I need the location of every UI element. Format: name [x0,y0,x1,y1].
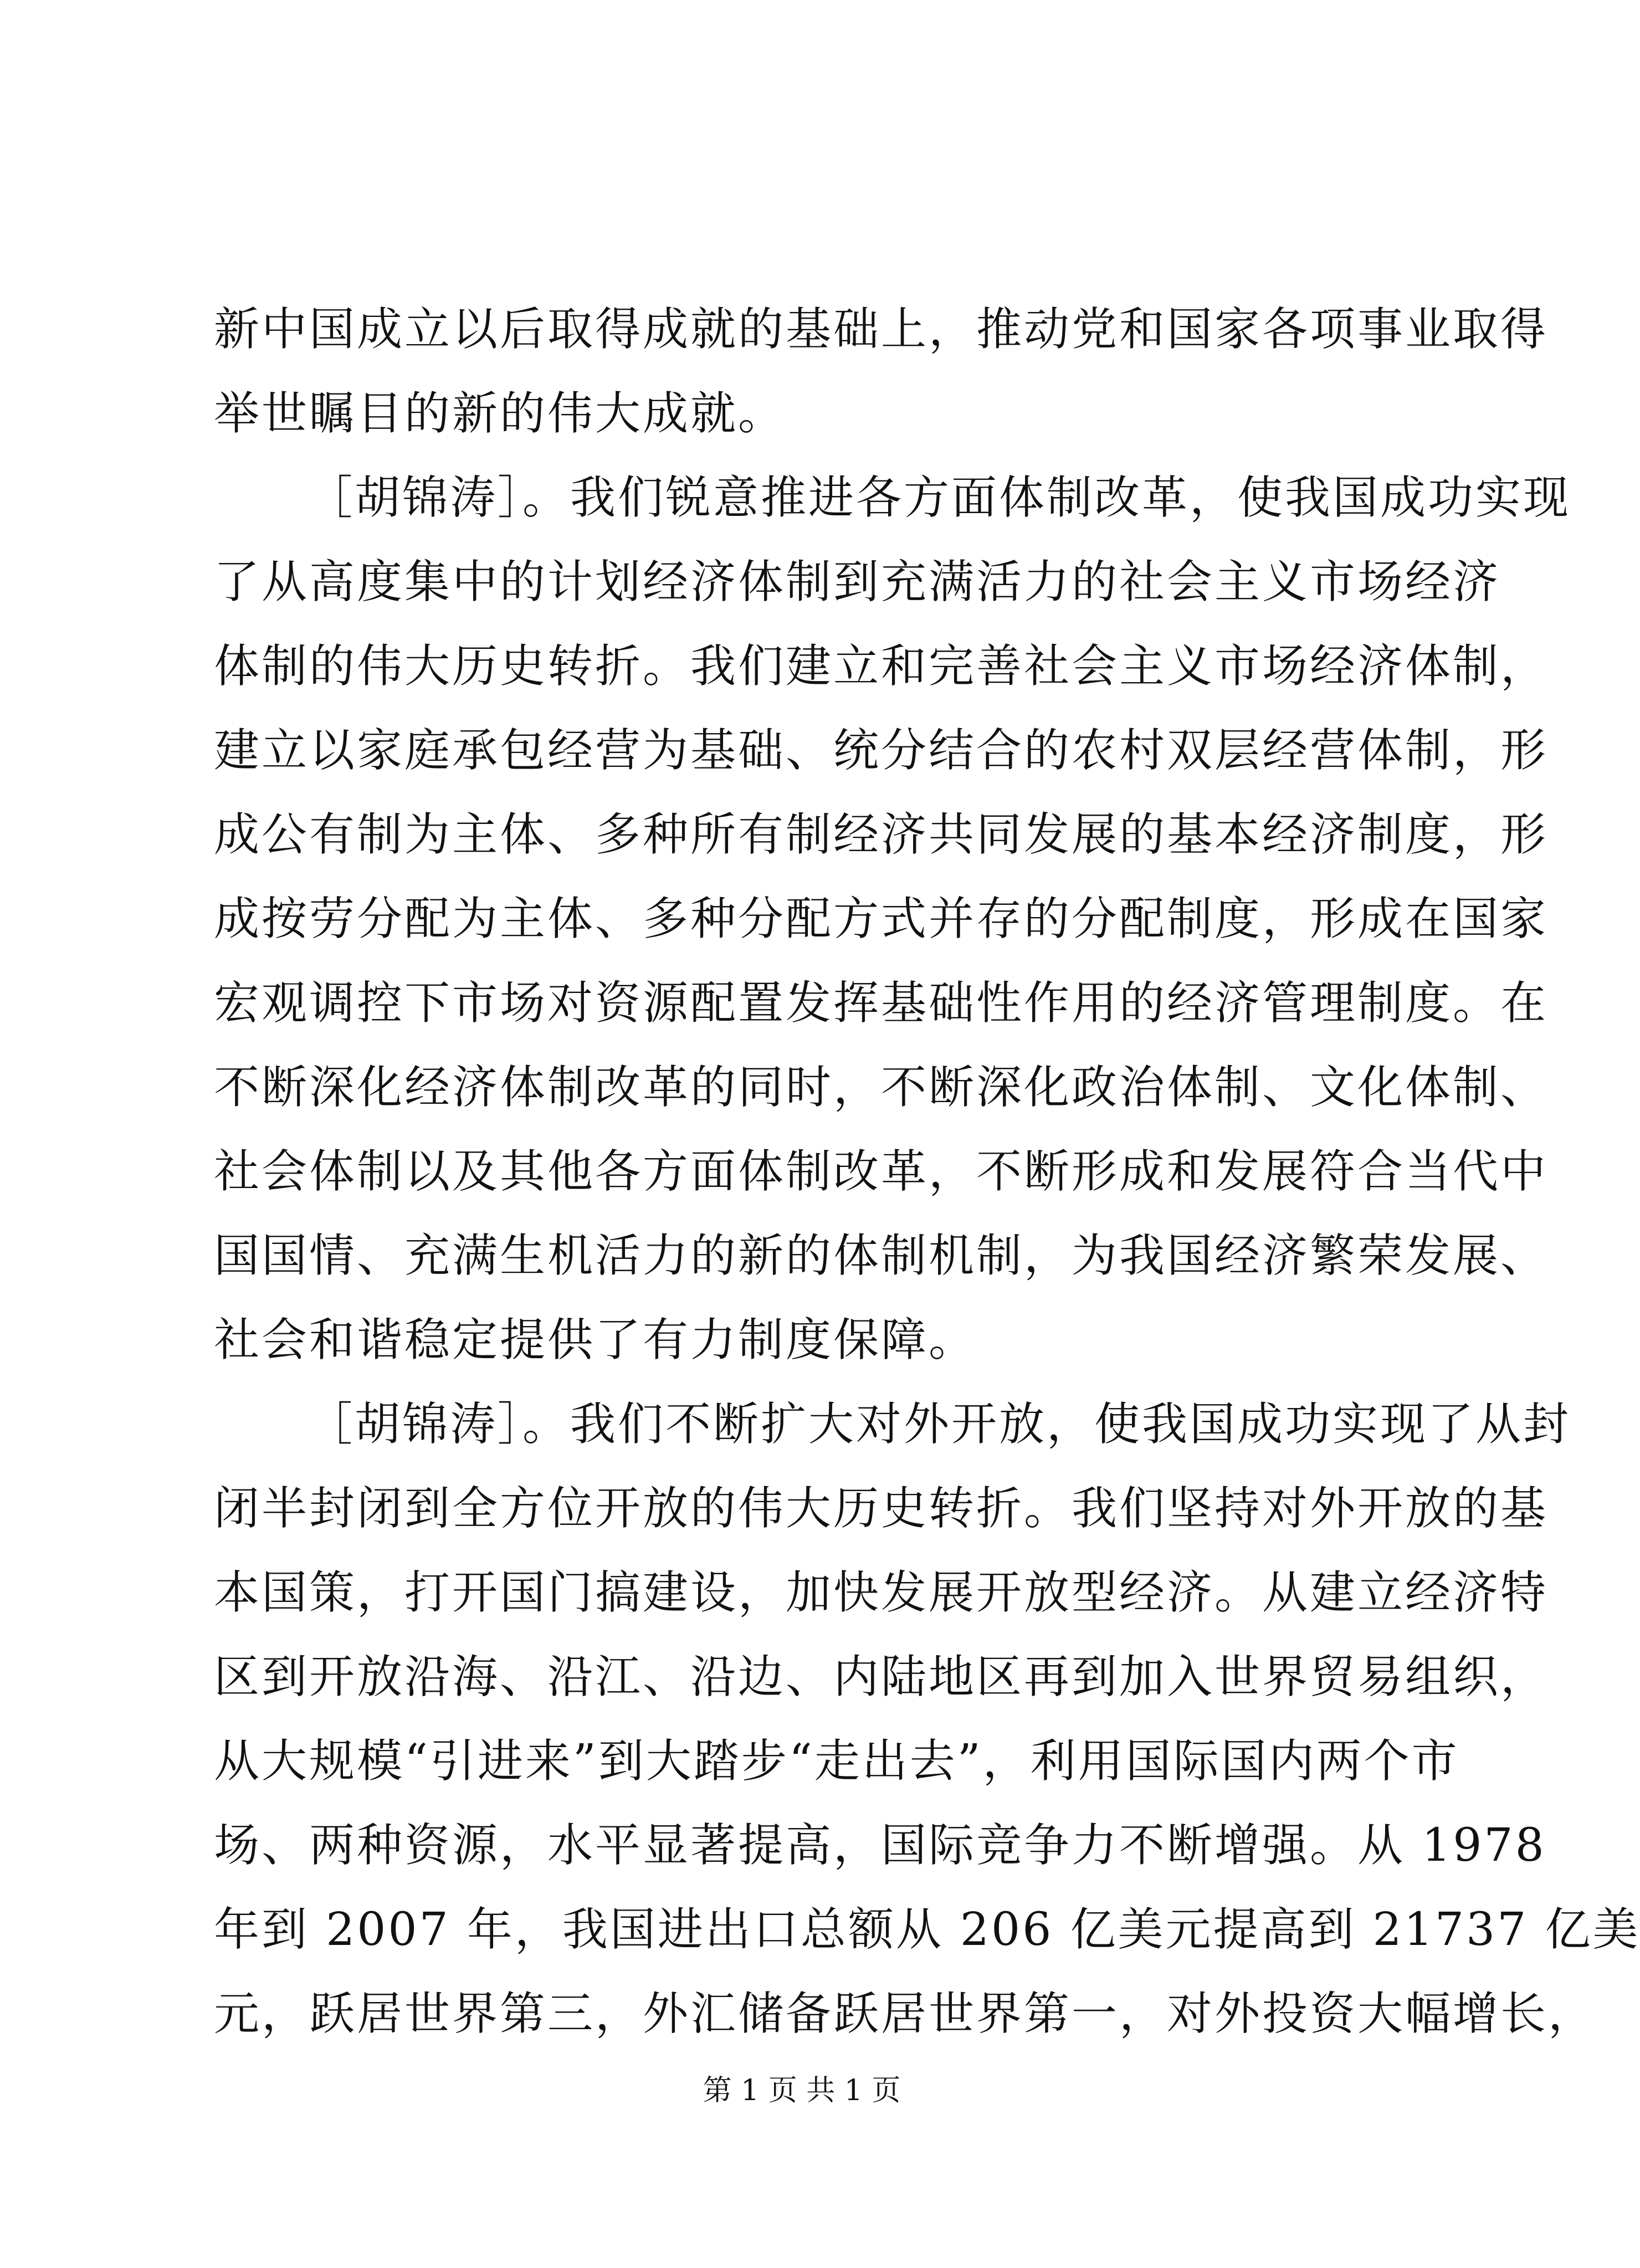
text-line: 场、两种资源，水平显著提高，国际竞争力不断增强。从 1978 [214,1819,1546,1872]
text-line: 体制的伟大历史转折。我们建立和完善社会主义市场经济体制， [214,640,1549,693]
text-line: 闭半封闭到全方位开放的伟大历史转折。我们坚持对外开放的基 [214,1482,1549,1535]
body-text [214,288,1640,2056]
text-line: 宏观调控下市场对资源配置发挥基础性作用的经济管理制度。在 [214,977,1549,1030]
text-line: 元，跃居世界第三，外汇储备跃居世界第一，对外投资大幅增长， [214,1988,1596,2040]
text-line: 成按劳分配为主体、多种分配方式并存的分配制度，形成在国家 [214,893,1549,945]
text-line: 成公有制为主体、多种所有制经济共同发展的基本经济制度，形 [214,808,1549,861]
paragraph-first-line: ［胡锦涛］。我们锐意推进各方面体制改革，使我国成功实现 [307,472,1571,524]
page-number-label: 第 1 页 共 1 页 [703,2074,901,2107]
text-line: 本国策，打开国门搞建设，加快发展开放型经济。从建立经济特 [214,1566,1549,1619]
text-line: 举世瞩目的新的伟大成就。 [214,387,786,440]
text-line: 年到 2007 年，我国进出口总额从 206 亿美元提高到 21737 亿美 [214,1903,1640,1956]
paragraph-first-line: ［胡锦涛］。我们不断扩大对外开放，使我国成功实现了从封 [307,1398,1571,1451]
text-line: 区到开放沿海、沿江、沿边、内陆地区再到加入世界贸易组织， [214,1651,1549,1703]
text-line: 不断深化经济体制改革的同时，不断深化政治体制、文化体制、 [214,1061,1549,1114]
text-line: 社会和谐稳定提供了有力制度保障。 [214,1314,977,1366]
page-footer [0,2069,1603,2113]
text-line: 从大规模“引进来”到大踏步“走出去”，利用国际国内两个市 [214,1735,1459,1788]
text-line: 了从高度集中的计划经济体制到充满活力的社会主义市场经济 [214,556,1501,608]
text-line: 新中国成立以后取得成就的基础上，推动党和国家各项事业取得 [214,303,1549,356]
text-line: 国国情、充满生机活力的新的体制机制，为我国经济繁荣发展、 [214,1230,1549,1282]
text-line: 社会体制以及其他各方面体制改革，不断形成和发展符合当代中 [214,1145,1549,1198]
text-line: 建立以家庭承包经营为基础、统分结合的农村双层经营体制，形 [214,724,1549,777]
